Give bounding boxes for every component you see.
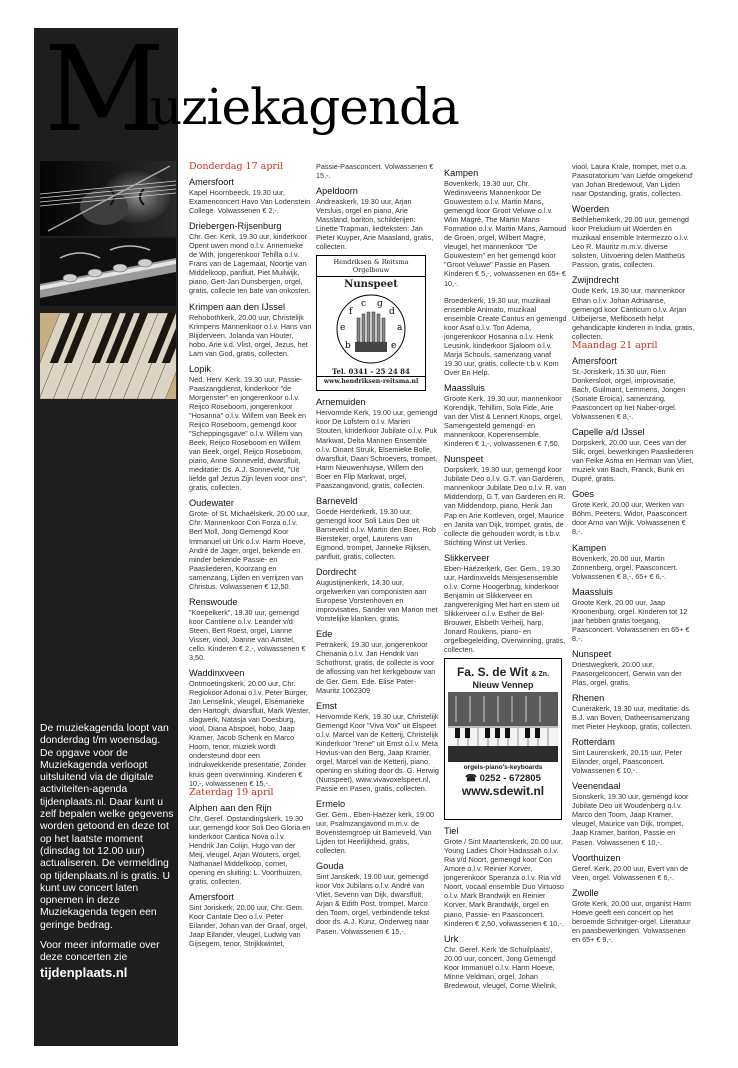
day-heading: Maandag 21 april [572, 339, 658, 351]
ad-organ-header: Hendriksen & Reitsma Orgelbouw [317, 256, 425, 277]
entry-details: Sint Janskerk, 19.00 uur, gemengd koor Vox Jubilans o.l.v. André van Vliet, Sevenn van Dijk, dwarsfluit, Arjan & Edith Post, trompet, Marco den Toom, orgel, verbindende tekst door ds. A.J. Kunz, Onderweg naar Pasen. Volwassenen € 15,-. [316, 872, 430, 936]
agenda-entry [316, 629, 439, 694]
svg-text:g: g [377, 299, 383, 309]
entry-details: Hervormde Kerk, 19.30 uur, Christelijk Gemengd Koor "Viva Vox" uit Elspeet o.l.v. Marcel van de Ketterij, Christelijk Kinderkoor "Irene" uit Emst o.l.v. Meta Hovius-van den Berg, Jaap Kramer, orgel, Marcel van de Ketterij, piano, opening en sluiting door ds. G. Herwig (Nunspeet), www.vivavoxelspeet.nl, Passie en Pasen, gratis, collecten. [316, 711, 439, 793]
agenda-entry [189, 668, 312, 788]
entry-details: Dorpskerk, 19.30 uur, gemengd koor Jubilate Deo o.l.v. G.T. van Garderen, mannenkoor Jubilate Deo o.l.v. R. van Middendorp, G.T. van Garderen en R. van Middendorp, piano, Henk Jan Pap en Arie Kortleven, orgel, Maurice en Janita van Dijk, trompet, gratis, de collecte die gehouden wordt, is t.b.v. Stichting Winst uit Verlies. [444, 465, 567, 547]
entry-details: Ger. Gem., Eben-Haëzer kerk, 19.00 uur, Psalmzangavond m.m.v. de Bovenstemgroep uit Barneveld, Van Lijden tot Heerlijkheid, gratis, collecten. [316, 810, 435, 856]
agenda-entry [572, 853, 695, 882]
entry-details: Dorpskerk, 20.00 uur, Cees van der Slik, orgel, bewerkingen Paasliederen van Feike Asma en Herman van Vliet, muziek van Bach, Franck, Bunk en Dupré, gratis. [572, 438, 694, 484]
entry-city: Tiel [444, 826, 459, 837]
intro-site-link[interactable]: tijdenplaats.nl [40, 964, 128, 980]
entry-city: Gouda [316, 861, 344, 872]
ad-organ-name: Nunspeet [344, 279, 398, 290]
agenda-entry [316, 567, 439, 623]
agenda-entry [316, 186, 439, 251]
entry-details: Ned. Herv. Kerk, 19.30 uur, Passie-Paaszangdienst, kinderkoor "de Morgenster" en jongerenkoor o.l.v. Reijco Roseboom, jongerenkoor "Hosanna" o.l.v. Willem van Beek en Reijco Roseboom, gemengd koor "Scheppingsgave" o.l.v. Willem van Beek, Reijco Roseboom en Willem van Beek, orgel, Reijco Roseboom, piano, Anne Sonneveld, dwarsfluit, meditatie: Ds. A.J. Sonneveld, "Uit liefde gaf Jezus Zijn leven voor ons", gratis, collecten. [189, 374, 307, 493]
page-title: uziekagenda [150, 78, 459, 136]
agenda-entry [189, 302, 312, 358]
entry-city: Emst [316, 700, 337, 711]
entry-details: Chr. Ger. Kerk, 19.30 uur, kinderkoor Opent uwen mond o.l.v. Annemieke de With, jongerenkoor Tehilla o.l.v. Frans van de Lagemaat, Noortje van Middelkoop, panfluit, Piet Muilwijk, piano, Gert-Jan Dunsbergen, orgel, gratis, collecte ten bate van onkosten. [189, 232, 311, 296]
photo-flute [40, 238, 176, 306]
entry-details: viool, Laura Krale, trompet, met o.a. Paasoratorium 'van Liefde omgekend' van Johan Bredewout, Van Lijden naar Opstanding, gratis, collecten. [572, 162, 694, 199]
entry-city: Voorthuizen [572, 852, 621, 863]
entry-city: Krimpen aan den IJssel [189, 301, 286, 312]
entry-city: Veenendaal [572, 781, 621, 792]
entry-details: Rehobothkerk, 20.00 uur, Christelijk Krimpens Mannenkoor o.l.v. Hans van Blijderveen, Jolanda van Houter, hobo, Arie v.d. Vlist, orgel, Jezus, het Lam van God, gratis, collecten. [189, 312, 312, 358]
svg-text:a: a [397, 323, 403, 333]
entry-city: Zwijndrecht [572, 275, 619, 286]
ad-piano-website[interactable]: www.sdewit.nl [461, 784, 545, 798]
entry-city: Rhenen [572, 693, 605, 704]
svg-text:e: e [340, 323, 346, 333]
entry-details: Sint Joriskerk, 20.00 uur, Chr. Gem. Koor Cantate Deo o.l.v. Peter Eilander, Johan van der Graaf, orgel, Jaap Eilander, vleugel, Ludwig van Gijsegem, tenor, Strijkkwintet, [189, 903, 308, 949]
agenda-entry [189, 498, 312, 590]
agenda-entry [572, 356, 695, 421]
ad-organ-phone: Tel. 0341 - 25 24 84 [332, 367, 410, 376]
entry-city: Rotterdam [572, 737, 615, 748]
agenda-entry [316, 397, 439, 489]
intro-text [40, 723, 174, 980]
entry-details: Bethlehemkerk, 20.00 uur, gemengd koor Preludium uit Woerden en muzikaal ensemble Intermezzo o.l.v. Leo R. Mauritz m.m.v. diverse solisten, Uitvoering delen Mattheüs Passion, gratis, collecten. [572, 215, 689, 270]
entry-city: Driebergen-Rijsenburg [189, 221, 282, 232]
ad-piano-suffix: & Zn. [531, 671, 550, 678]
entry-details: Chr. Geref. Kerk 'de Schuilplaats', 20.00 uur, concert, Jong Gemengd Koor Immanuël o.l.v. Harm Hoeve, Minne Veldman, orgel, Johan Bredewout, vleugel, Corne Wielink, [444, 944, 557, 990]
agenda-entry [189, 892, 312, 948]
entry-city: Alphen aan den Rijn [189, 802, 272, 813]
agenda-entry [572, 737, 695, 775]
entry-city: Apeldoorn [316, 186, 358, 197]
agenda-entry [189, 364, 312, 493]
entry-city: Ede [316, 629, 333, 640]
agenda-entry [444, 168, 567, 288]
agenda-entry [189, 597, 312, 662]
agenda-entry [572, 587, 695, 643]
ad-piano-location: Nieuw Vennep [472, 680, 534, 690]
entry-city: Ermelo [316, 799, 346, 810]
agenda-entry [572, 693, 695, 731]
entry-city: Maassluis [444, 382, 485, 393]
agenda-entry [316, 701, 439, 793]
entry-details: Sint Laurenskerk, 20.15 uur, Peter Eilander, orgel, Paasconcert. Volwassenen € 10,-. [572, 748, 683, 776]
agenda-entry [316, 799, 439, 855]
photo-piano [40, 313, 176, 399]
photo-violin [40, 161, 176, 236]
entry-city: Zwolle [572, 887, 599, 898]
agenda-entry [444, 454, 567, 546]
ad-organ-website[interactable]: www.hendriksen-reitsma.nl [317, 376, 425, 385]
organ-logo-icon [331, 292, 411, 366]
entry-city: Kampen [444, 168, 479, 178]
agenda-entry [572, 888, 695, 944]
piano-photo-icon [448, 692, 558, 762]
intro-paragraph: De muziekagenda loopt van donderdag t/m woensdag. De opgave voor de Muziekagenda verloopt uitsluitend via de digitale activiteiten-agenda tijdenplaats.nl. Daar kunt u zelf bepalen welke gegevens worden getoond en deze tot op het laatste moment (dinsdag tot 12.00 uur) actualiseren. De vermelding op tijdenplaats.nl is gratis. U kunt uw concert laten opnemen in deze Muziekagenda tegen een geringe bedrag. [40, 723, 174, 931]
entry-details: Ontmoetingskerk, 20.00 uur, Chr. Regiokoor Adonai o.l.v. Peter Burger, Jan Lenselink, vleugel, Elsemarieke den Hartogh, dwarsfluit, Mark Wester, slagwerk, Natasja van Doesburg, viool, Diana Abspoel, hobo, Jaap Kramer, Jacob Schenk en Marco Hoorn, tenor, muziek wordt ondersteund door een indrukwekkende presentatie, Zonder kruis geen overwinning. Kinderen € 10,-, volwassenen € 15,-. [189, 679, 311, 788]
entry-city: Capelle a/d IJssel [572, 427, 645, 438]
agenda-entry [572, 781, 695, 846]
entry-details: Grote Kerk, 20.00 uur, organist Harm Hoeve geeft een concert op het beroemde Schnitger-orgel. Literatuur en paasbewerkingen. Volwassenen en 65+ € 9,-. [572, 898, 691, 944]
entry-details: Driestwegkerk, 20.00 uur, Paasorgelconcert, Gerwin van der Plas, orgel, gratis. [572, 659, 682, 687]
agenda-entry [572, 427, 695, 483]
entry-details: Goede Herderkerk, 19.30 uur, gemengd koor Soli Laus Deo uit Barneveld o.l.v. Martin den Boer, Rob Biersteker, orgel, Laurens van Egmond, trompet, Janneke Rijksen, panfluit, gratis, collecten. [316, 506, 436, 562]
agenda-column-1 [189, 162, 312, 948]
entry-city: Goes [572, 489, 594, 500]
entry-city: Amersfoort [189, 892, 234, 903]
entry-details: Grote Kerk, 20.00 uur, Werken van Böhm, Peeters, Widor, Paasconcert door Arno van Wijk. Volwassenen € 8,-. [572, 500, 687, 537]
svg-text:c: c [361, 299, 367, 309]
entry-city: Woerden [572, 204, 610, 215]
ad-piano-phone: ☎ 0252 - 672805 [465, 773, 541, 784]
entry-city: Lopik [189, 363, 211, 374]
entry-details: Passie-Paasconcert. Volwassenen € 15,-. [316, 162, 434, 181]
entry-city: Urk [444, 933, 459, 944]
agenda-entry [189, 177, 312, 215]
entry-details: Bovenkerk, 20.00 uur, Martin Zonnenberg, orgel, Paasconcert. Volwassenen € 8,-, 65+ € 6,-. [572, 553, 678, 581]
entry-city: Amersfoort [572, 355, 617, 366]
entry-details: Eben-Haëzerkerk, Ger. Gem., 19.30 uur, Hardinxvelds Meisjesensemble o.l.v. Corne Hoogerbrug, kinderkoor Benjamin uit Slikkerveer en zangvereniging Met hart en stem uit Slikkerveer o.l.v. Esther de Bel-Brouwer, Elsbeth Verheij, harp, Jonard Roukens, piano- en orgelbegeleiding, Overwinning, gratis, collecten. [444, 563, 566, 655]
entry-city: Dordrecht [316, 567, 357, 578]
entry-details: St.-Joriskerk, 15.30 uur, Rien Donkersloot, orgel, improvisatie, Bach, Guilmant, Lemmens, Jongen (Sonate Eroica), samenzang, Paasconcert op het Naber-orgel. Volwassenen € 8,-. [572, 366, 686, 422]
entry-city: Amersfoort [189, 177, 234, 188]
entry-details: Petrakerk, 19.30 uur, jongerenkoor Chenania o.l.v. Jan Hendrik van Schothorst, gratis, de collecte is voor de aflossing van het kerkgebouw van de Ger. Gem. Ede. Elise Pater-Mauritz 1062309 [316, 640, 436, 695]
agenda-entry [572, 649, 695, 687]
agenda-entry [572, 275, 695, 340]
agenda-column-3 [444, 162, 567, 990]
entry-city: Oudewater [189, 498, 234, 509]
entry-details: Geref. Kerk, 20.00 uur, Evert van de Veen, orgel. Volwassenen € 6,-. [572, 863, 689, 882]
svg-text:d: d [389, 307, 395, 317]
svg-text:e: e [391, 341, 397, 351]
entry-details: Sionskerk, 19.30 uur, gemengd koor Jubilate Deo uit Woudenberg o.l.v. Marco den Toom, Jaap Kramer, vleugel, Maurice van Dijk, trompet, Jaap Kramer, bariton, Passie en Pasen. Volwassenen € 10,-. [572, 792, 689, 847]
title-initial: M [44, 20, 161, 158]
entry-details: Groote Kerk, 19.30 uur, mannenkoor Korendijk, Tehillim, Sola Fide, Arie van der Vlist & Lennert Knops, orgel, Samengesteld gemengd- en mannenkoor, Koperensemble. Kinderen € 1,-, volwassenen € 7,50. [444, 393, 563, 449]
entry-details: Cunerakerk, 19.30 uur, meditatie: ds. B.J. van Boven, Datheensamenzang met Pieter Heykoop, gratis, collecten. [572, 704, 693, 732]
entry-details: Hervormde Kerk, 19.00 uur, gemengd koor De Lofstem o.l.v. Marien Stouten, kinderkoor Jubilate o.l.v. Puk Markwat, Delta Mannen Ensemble o.l.v. Dinant Struik, Elsemieke Bolle, dwarsfluit, Daan Schroevers, trompet, Harm Nieuwenhuyse, Willem den Boer en Flip Markwat, orgel, Paaszangavond, gratis, collecten. [316, 408, 438, 490]
entry-details: Oude Kerk, 19.30 uur, mannenkoor Ethan o.l.v. Johan Adriaanse, gemengd koor Canticum o.l.v. Arjan Uitbeijerse, Mefiboseth helpt gehandicapte kinderen in India, gratis, collecten. [572, 286, 695, 341]
entry-city: Waddinxveen [189, 668, 245, 679]
intro-more-info: Voor meer informatie over deze concerten zie [40, 940, 160, 964]
entry-city: Nunspeet [444, 454, 484, 465]
entry-city: Slikkerveer [444, 552, 490, 563]
entry-details: Augustijnenkerk, 14.30 uur, orgelwerken van componisten aan Europese Vorstenhoven en improvisaties, Sander van Marion met Vorstelijke klanken, gratis. [316, 578, 438, 624]
ad-piano-tagline: orgels-piano's-keyboards [463, 764, 543, 771]
entry-details: Broederkerk, 19.30 uur, muzikaal ensemble Animato, muzikaal ensemble Create Cantus en gemengd koor Asaf o.l.v. Ton Adema, jongerenkoor Hosanna o.l.v. Henk Leusink, kinderkoor Sjaloom o.l.v. Marja Schouls, samenzang vanaf 19.30 uur, gratis, collecte t.b.v. Kom Over En Help. [444, 295, 567, 377]
entry-details: Bovenkerk, 19.30 uur, Chr. Wedinxveens Mannenkoor De Gouwestem o.l.v. Martin Mans, gemengd koor Groot Veluwe o.l.v. Wim Magré, The Martin Mans Formation o.l.v. Martin Mans, Aarnoud de Groen, orgel, Wilbert Magré, vleugel, het mannenkoor "De Gouwestem" en het gemengd koor "Groot Veluwe" Passie en Pasen. Kinderen € 5,-, volwassenen en 65+ € 10,-. [444, 179, 567, 288]
entry-details: Groote Kerk, 20.00 uur, Jaap Kroonenburg, orgel. Kinderen tot 12 jaar hebben gratis toegang, Paasconcert. Volwassenen en 65+ € 8,-. [572, 597, 690, 643]
ad-piano-name [445, 665, 561, 679]
organ-builder-ad[interactable] [316, 255, 426, 391]
agenda-entry [572, 489, 695, 536]
day-heading: Donderdag 17 april [189, 161, 284, 172]
agenda-entry [572, 204, 695, 269]
svg-text:f: f [349, 307, 353, 317]
agenda-entry [572, 543, 695, 581]
entry-city: Arnemuiden [316, 397, 366, 408]
entry-city: Kampen [572, 542, 607, 553]
entry-city: Barneveld [316, 495, 358, 506]
agenda-entry [189, 221, 312, 295]
entry-details: Kapel Hoornbeeck, 19.30 uur, Examenconcert Havo Van Lodenstein College. Volwassenen € 2,-. [189, 188, 311, 216]
entry-details: Andreaskerk, 19.30 uur, Arjan Versluis, orgel en piano, Arie Massland, bariton, schilderijen: Linette Trapman, liedteksten: Jan Pieter Kuyper, Arie Maasland, gratis, collecten. [316, 197, 434, 252]
entry-details: Chr. Geref. Opstandingskerk, 19.30 uur, gemengd koor Soli Deo Gloria en kinderkoor Cantica Nova o.l.v. Hendrik Jan Colijn, Hugo van der Meij, vleugel, Arjan Wouters, orgel, Nathanael Middelkoop, cornet, opening en sluiting: L. Voorthuizen, gratis, collecten. [189, 813, 311, 886]
agenda-entry [572, 162, 695, 198]
agenda-entry [316, 861, 439, 935]
agenda-entry [444, 383, 567, 448]
agenda-column-4 [572, 162, 695, 944]
piano-shop-ad[interactable] [444, 658, 562, 820]
entry-city: Renswoude [189, 596, 238, 607]
entry-details: Grote / Sint Maartenskerk, 20.00 uur, Young Ladies Choir Hadassah o.l.v. Ria v/d Noort, gemengd koor Con Amore o.l.v. Reinier Korver, jongerenkoor Speranza o.l.v. Ria v/d Noort, vocaal ensemble Duo Virtuoso o.l.v. Mark Brandwijk en Reinier Korver, Mark Brandwijk, orgel en piano, Passie- en Paasconcert. Kinderen € 2,50, volwassenen € 10,-. [444, 837, 564, 928]
ad-piano-name-text: Fa. S. de Wit [456, 665, 529, 679]
agenda-entry [444, 826, 567, 927]
agenda-entry [316, 162, 439, 180]
agenda-entry [444, 934, 567, 990]
agenda-entry [316, 496, 439, 561]
day-heading: Zaterdag 19 april [189, 786, 274, 798]
agenda-entry [444, 296, 567, 377]
entry-city: Maassluis [572, 586, 613, 597]
entry-details: "Koepelkerk", 19.30 uur, gemengd koor Cantilene o.l.v. Leander v/d Steen, Bert Roest, orgel, Lianne Visser, viool, Joanne van Amstel, cello. Kinderen € 2,-, volwassenen € 3,50. [189, 607, 306, 663]
agenda-entry [189, 803, 312, 886]
entry-city: Nunspeet [572, 648, 612, 659]
entry-details: Grote- of St. Michaëlskerk, 20.00 uur, Chr. Mannenkoor Con Forza o.l.v. Bert Moll, Jong Gemengd Koor Immanuel uit Urk o.l.v. Harm Hoeve, André de Jager, orgel, bekende en minder bekende Passie- en Paasliederen, Koorzang en samenzang, Lijden en verrijzen van Christus. Volwassenen € 12,50. [189, 509, 310, 591]
agenda-entry [444, 553, 567, 654]
svg-text:b: b [345, 341, 351, 351]
